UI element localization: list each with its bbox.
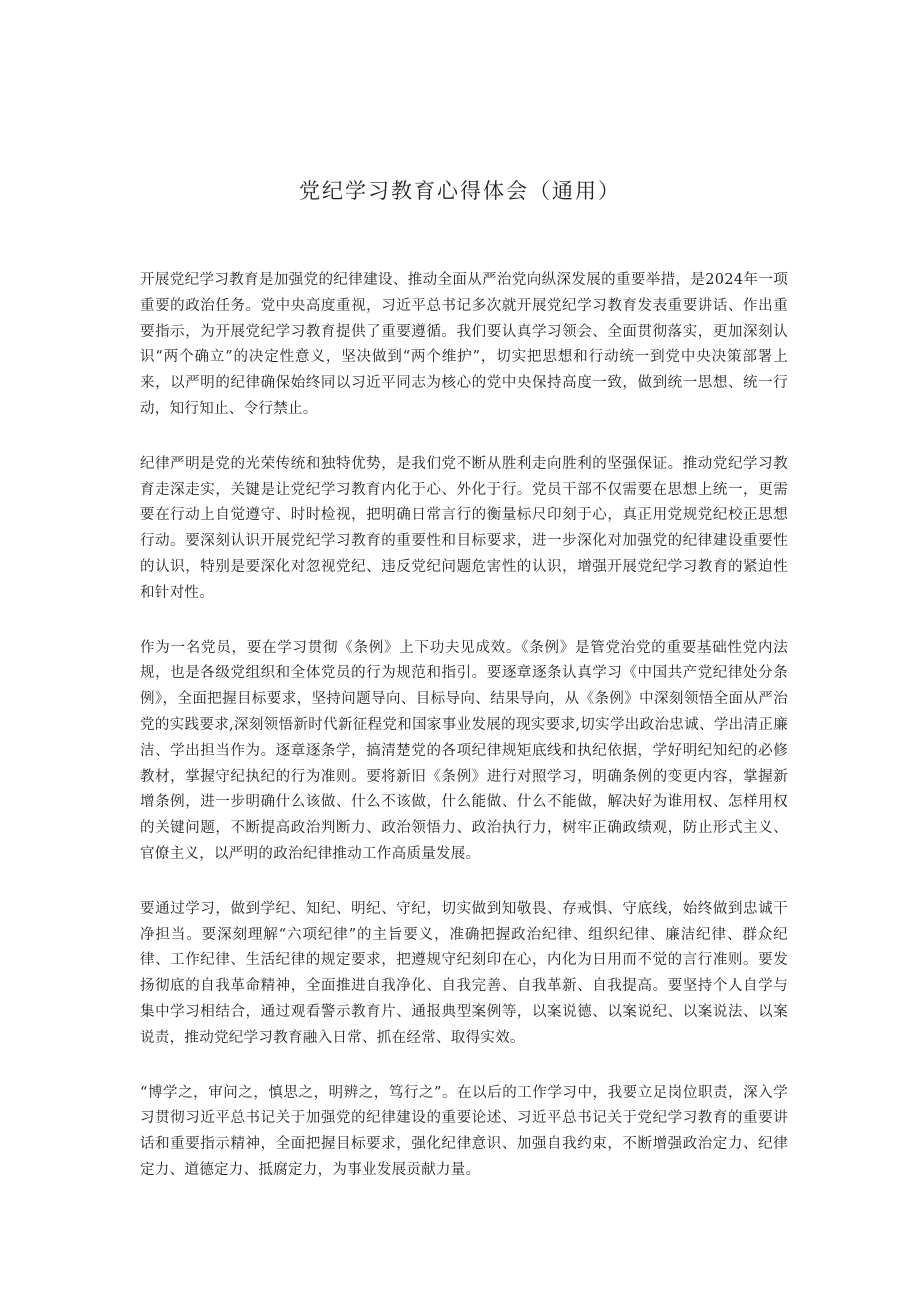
paragraph-3: 作为一名党员，要在学习贯彻《条例》上下功夫见成效。《条例》是管党治党的重要基础性党内法规，也是各级党组织和全体党员的行为规范和指引。要逐章逐条认真学习《中国共产党纪律处分条例》，全面把握目标要求，坚持问题导向、目标导向、结果导向，从《条例》中深刻领悟全面从严治党的实践要求,深刻领悟新时代新征程党和国家事业发展的现实要求,切实学出政治忠诚、学出清正廉洁、学出担当作为。逐章逐条学，搞清楚党的各项纪律规矩底线和执纪依据，学好明纪知纪的必修教材，掌握守纪执纪的行为准则。要将新旧《条例》进行对照学习，明确条例的变更内容，掌握新增条例，进一步明确什么该做、什么不该做，什么能做、什么不能做，解决好为谁用权、怎样用权的关键问题，不断提高政治判断力、政治领悟力、政治执行力，树牢正确政绩观，防止形式主义、官僚主义，以严明的政治纪律推动工作高质量发展。	[140, 639, 788, 862]
paragraph-1: 开展党纪学习教育是加强党的纪律建设、推动全面从严治党向纵深发展的重要举措，是2024年一项重要的政治任务。党中央高度重视，习近平总书记多次就开展党纪学习教育发表重要讲话、作出重要指示，为开展党纪学习教育提供了重要遵循。我们要认真学习领会、全面贯彻落实，更加深刻认识“两个确立”的决定性意义，坚决做到“两个维护”，切实把思想和行动统一到党中央决策部署上来，以严明的纪律确保始终同以习近平同志为核心的党中央保持高度一致，做到统一思想、统一行动，知行知止、令行禁止。	[140, 272, 788, 417]
paragraph-2: 纪律严明是党的光荣传统和独特优势，是我们党不断从胜利走向胜利的坚强保证。推动党纪学习教育走深走实，关键是让党纪学习教育内化于心、外化于行。党员干部不仅需要在思想上统一，更需要在行动上自觉遵守、时时检视，把明确日常言行的衡量标尺印刻于心，真正用党规党纪校正思想行动。要深刻认识开展党纪学习教育的重要性和目标要求，进一步深化对加强党的纪律建设重要性的认识，特别是要深化对忽视党纪、违反党纪问题危害性的认识，增强开展党纪学习教育的紧迫性和针对性。	[140, 455, 788, 601]
paragraph-5: “博学之，审问之，慎思之，明辨之，笃行之”。在以后的工作学习中，我要立足岗位职责，深入学习贯彻习近平总书记关于加强党的纪律建设的重要论述、习近平总书记关于党纪学习教育的重要讲话和重要指示精神，全面把握目标要求，强化纪律意识、加强自我约束，不断增强政治定力、纪律定力、道德定力、抵腐定力，为事业发展贡献力量。	[140, 1084, 788, 1178]
document-body	[140, 268, 788, 1213]
paragraph-4: 要通过学习，做到学纪、知纪、明纪、守纪，切实做到知敬畏、存戒惧、守底线，始终做到忠诚干净担当。要深刻理解“六项纪律”的主旨要义，准确把握政治纪律、组织纪律、廉洁纪律、群众纪律、工作纪律、生活纪律的规定要求，把遵规守纪刻印在心，内化为日用而不觉的言行准则。要发扬彻底的自我革命精神，全面推进自我净化、自我完善、自我革新、自我提高。要坚持个人自学与集中学习相结合，通过观看警示教育片、通报典型案例等，以案说德、以案说纪、以案说法、以案说责，推动党纪学习教育融入日常、抓在经常、取得实效。	[140, 900, 788, 1046]
document-title: 党纪学习教育心得体会（通用）	[299, 179, 621, 203]
